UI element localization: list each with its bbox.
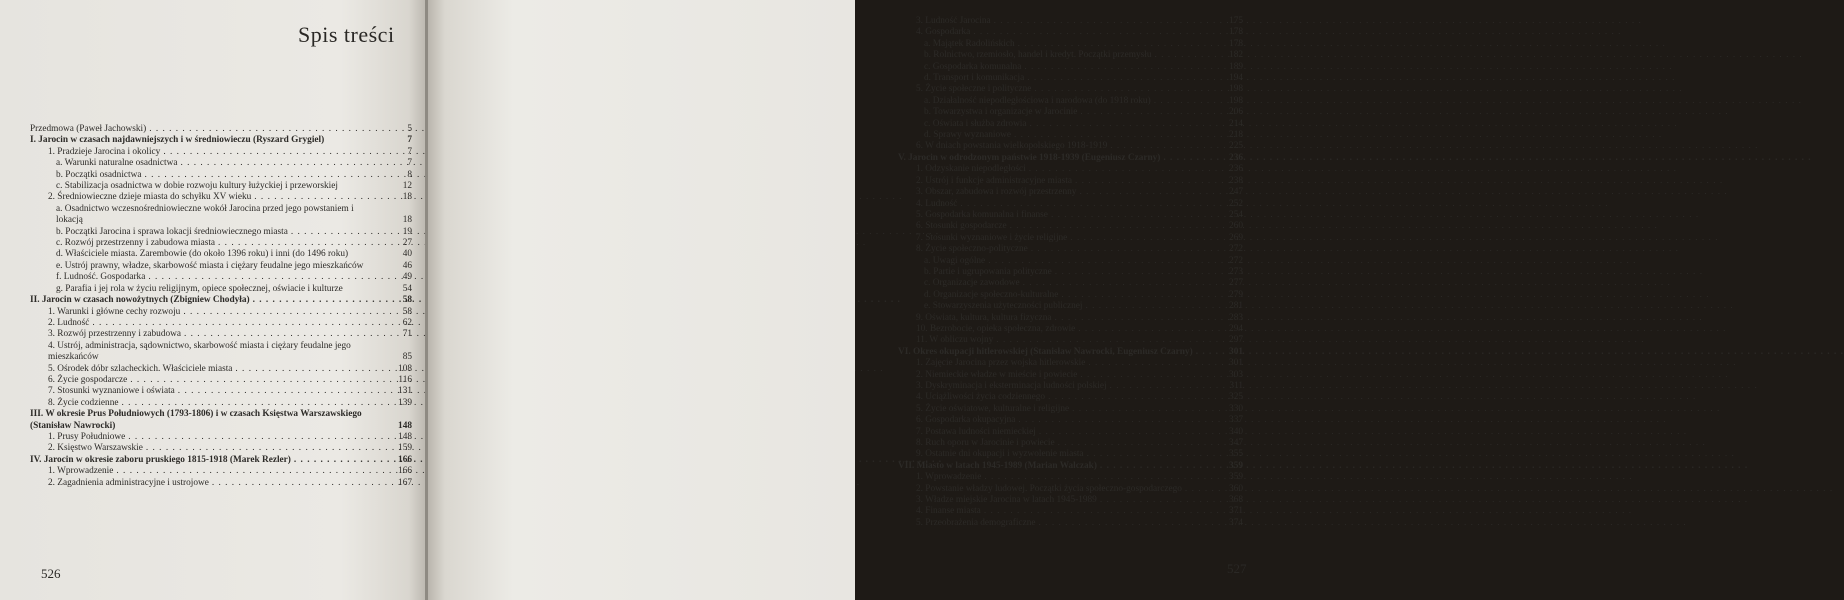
toc-entry xyxy=(898,415,1243,426)
toc-entry-title: e. Stowarzyszenia użyteczności publicznej xyxy=(924,301,1083,312)
toc-entry-page: 148 xyxy=(398,431,412,442)
dot-leader xyxy=(1154,50,1220,61)
toc-entry-page: 167 xyxy=(398,477,412,488)
dot-leader xyxy=(1196,347,1220,358)
toc-entry-page: 54 xyxy=(402,283,412,294)
dot-leader xyxy=(1055,313,1220,324)
toc-entry xyxy=(898,96,1243,107)
toc-entry-title: 4. Uciążliwości życia codziennego xyxy=(916,392,1046,403)
toc-entry-page: 301 xyxy=(1229,358,1243,369)
toc-entry-title: 6. Gospodarka okupacyjna xyxy=(916,415,1016,426)
toc-entry xyxy=(30,432,412,443)
page-number-right: 527 xyxy=(1227,561,1247,576)
toc-entry xyxy=(898,358,1243,369)
toc-entry-page: 277 xyxy=(1229,278,1243,289)
toc-entry xyxy=(30,478,412,489)
toc-entry xyxy=(898,449,1243,460)
toc-entry-page: 5 xyxy=(407,124,412,134)
toc-entry xyxy=(30,364,412,375)
toc-entry-page: 198 xyxy=(1229,84,1243,95)
toc-entry-page: 159 xyxy=(398,443,412,454)
toc-entry-title: f. Ludność. Gospodarka xyxy=(56,272,146,283)
toc-entry-page: 139 xyxy=(398,397,412,408)
toc-entry xyxy=(898,290,1243,301)
toc-entry-title: 5. Ośrodek dóbr szlacheckich. Właściciele miasta xyxy=(48,363,233,374)
toc-entry-title: b. Rolnictwo, rzemiosło, handel i kredyt. Początki przemysłu xyxy=(924,50,1152,61)
toc-entry xyxy=(898,16,1243,27)
left-page xyxy=(0,0,426,600)
dot-leader xyxy=(1051,210,1220,221)
toc-part-heading xyxy=(898,461,1243,472)
toc-entry xyxy=(30,170,412,181)
toc-entry-title: 5. Gospodarka komunalna i finanse xyxy=(916,209,1048,220)
toc-entry-page: 166 xyxy=(398,466,412,477)
toc-entry xyxy=(898,62,1243,73)
toc-entry xyxy=(30,272,412,283)
toc-entry-title: 3. Dyskryminacja i eksterminacja ludności polskiej xyxy=(916,381,1107,391)
toc-entry-title: 7. Stosunki wyznaniowe i oświata xyxy=(48,386,175,397)
toc-entry-title: 4. Ludność xyxy=(916,198,958,209)
toc-entry-page: 272 xyxy=(1229,244,1243,255)
toc-entry-title: 8. Życie społeczno-polityczne xyxy=(916,244,1028,255)
toc-entry xyxy=(898,381,1243,392)
dot-leader xyxy=(212,478,389,489)
toc-entry-page: 214 xyxy=(1229,118,1243,129)
toc-entry-title: 1. Odzyskanie niepodległości xyxy=(916,164,1026,175)
toc-entry xyxy=(898,278,1243,289)
toc-entry-page: 252 xyxy=(1229,198,1243,209)
toc-entry-title: VI. Okres okupacji hitlerowskiej (Stanisław Nawrocki, Eugeniusz Czarny) xyxy=(898,346,1193,357)
toc-entry-page: 272 xyxy=(1229,255,1243,266)
toc-entry-page: 294 xyxy=(1229,323,1243,334)
dot-leader xyxy=(1030,119,1221,130)
toc-entry-title: c. Stabilizacja osadnictwa w dobie rozwoju kultury łużyckiej i przeworskiej xyxy=(56,181,338,192)
toc-entry xyxy=(30,192,412,203)
toc-entry xyxy=(898,176,1243,187)
toc-entry-page: 49 xyxy=(402,272,412,283)
toc-entry-page: 225 xyxy=(1229,141,1243,152)
toc-entry-title: 2. Powstanie władzy ludowej. Początki życia społeczno-gospodarczego xyxy=(916,483,1182,494)
toc-entry-title: 6. Życie gospodarcze xyxy=(48,374,128,385)
toc-entry-page: 175 xyxy=(1229,16,1243,26)
toc-entry xyxy=(898,518,1243,529)
toc-entry-page: 340 xyxy=(1229,426,1243,437)
toc-entry xyxy=(30,227,412,238)
toc-entry xyxy=(898,187,1243,198)
dot-leader xyxy=(1100,495,1220,506)
dot-leader xyxy=(128,432,389,443)
toc-entry-page: 303 xyxy=(1229,369,1243,380)
toc-entry-page: 62 xyxy=(402,317,412,328)
toc-entry-page: 374 xyxy=(1229,517,1243,528)
dot-leader xyxy=(163,147,389,158)
dot-leader xyxy=(1029,164,1220,175)
dot-leader xyxy=(1079,187,1220,198)
dot-leader xyxy=(184,329,389,340)
toc-entry xyxy=(30,284,412,295)
toc-list-right xyxy=(898,16,1243,529)
toc-entry xyxy=(898,233,1243,244)
toc-entry-title: b. Początki Jarocina i sprawa lokacji średniowiecznego miasta xyxy=(56,226,288,237)
toc-entry xyxy=(30,147,412,158)
dot-leader xyxy=(1031,244,1220,255)
toc-entry-title: VII. Miasto w latach 1945-1989 (Marian Walczak) xyxy=(898,460,1097,471)
dot-leader xyxy=(130,375,389,386)
toc-entry-title: a. Majątek Radolińskich xyxy=(924,38,1015,49)
toc-entry-page: 198 xyxy=(1229,95,1243,106)
dot-leader xyxy=(1080,370,1220,381)
toc-entry-title: I. Jarocin w czasach najdawniejszych i w średniowieczu (Ryszard Grygiel) xyxy=(30,135,325,146)
page-number-left: 526 xyxy=(41,566,61,581)
dot-leader xyxy=(1014,130,1220,141)
toc-entry-title: 1. Zajęcie Jarocina przez wojska hitlerowskie xyxy=(916,358,1086,369)
toc-entry xyxy=(898,404,1243,415)
dot-leader xyxy=(1110,141,1220,152)
dot-leader xyxy=(92,318,389,329)
dot-leader xyxy=(1024,62,1220,73)
dot-leader xyxy=(149,124,389,135)
toc-entry xyxy=(898,427,1243,438)
toc-entry-page: 8 xyxy=(407,169,412,180)
toc-entry-title: a. Działalność niepodległościowa i narodowa (do 1918 roku) xyxy=(924,95,1151,106)
toc-entry-page: 108 xyxy=(398,363,412,374)
toc-entry-title: a. Osadnictwo wczesnośredniowieczne wokół Jarocina przed jego powstaniem i lokacją xyxy=(56,203,354,226)
toc-entry-title: 6. W dniach powstania wielkopolskiego 1918-1919 xyxy=(916,141,1108,152)
dot-leader xyxy=(254,192,389,203)
toc-entry-title: 3. Obszar, zabudowa i rozwój przestrzenny xyxy=(916,187,1077,198)
toc-entry-title: III. W okresie Prus Południowych (1793-1806) i w czasach Księstwa Warszawskiego (Stanisław Nawrocki) xyxy=(30,409,362,431)
toc-entry-title: 2. Ustrój i funkcje administracyjne miasta xyxy=(916,175,1072,186)
toc-entry-page: 46 xyxy=(402,260,412,271)
toc-entry-title: V. Jarocin w odrodzonym państwie 1918-1939 (Eugeniusz Czarny) xyxy=(898,152,1161,163)
toc-entry-title: Przedmowa (Paweł Jachowski) xyxy=(30,124,147,134)
toc-entry xyxy=(30,181,412,192)
toc-entry xyxy=(30,261,412,272)
toc-entry-page: 260 xyxy=(1229,221,1243,232)
toc-entry-page: 269 xyxy=(1229,232,1243,243)
toc-entry-title: 9. Oświata, kultura, kultura fizyczna xyxy=(916,312,1052,323)
toc-entry-page: 40 xyxy=(402,249,412,260)
toc-entry-title: g. Parafia i jej rola w życiu religijnym, opiece społecznej, oświacie i kulturze xyxy=(56,283,343,294)
toc-entry-page: 371 xyxy=(1229,506,1243,517)
dot-leader xyxy=(1100,461,1220,472)
toc-entry-page: 273 xyxy=(1229,266,1243,277)
toc-entry-title: 2. Ludność xyxy=(48,317,90,328)
toc-entry-page: 182 xyxy=(1229,50,1243,61)
toc-entry-page: 85 xyxy=(402,352,412,363)
toc-list-left xyxy=(30,124,412,489)
toc-entry-title: 5. Przeobrażenia demograficzne xyxy=(916,517,1036,528)
dot-leader xyxy=(1110,381,1220,392)
toc-entry xyxy=(30,329,412,340)
toc-entry-title: c. Oświata i służba zdrowia xyxy=(924,118,1027,129)
toc-entry-title: c. Gospodarka komunalna xyxy=(924,61,1022,72)
toc-entry xyxy=(898,392,1243,403)
toc-entry-page: 325 xyxy=(1229,392,1243,403)
dot-leader xyxy=(996,335,1220,346)
dot-leader xyxy=(1185,484,1220,495)
toc-entry-title: 9. Ostatnie dni okupacji i wyzwolenie miasta xyxy=(916,449,1084,460)
toc-entry-page: 27 xyxy=(402,238,412,249)
toc-entry xyxy=(898,210,1243,221)
toc-entry-title: 10. Bezrobocie, opieka społeczna, zdrowie xyxy=(916,323,1076,334)
toc-entry-page: 178 xyxy=(1229,38,1243,49)
toc-entry xyxy=(898,221,1243,232)
toc-entry xyxy=(898,141,1243,152)
dot-leader xyxy=(960,199,1220,210)
toc-entry-page: 247 xyxy=(1229,187,1243,198)
toc-entry-page: 359 xyxy=(1229,460,1243,471)
toc-entry-page: 206 xyxy=(1229,107,1243,118)
dot-leader xyxy=(1070,233,1220,244)
dot-leader xyxy=(1023,278,1220,289)
toc-entry xyxy=(898,50,1243,61)
toc-entry-title: 3. Władze miejskie Jarocina w latach 1945-1989 xyxy=(916,495,1097,506)
dot-leader xyxy=(1072,404,1220,415)
toc-entry xyxy=(898,256,1243,267)
dot-leader xyxy=(146,443,389,454)
toc-entry-title: 5. Życie oświatowe, kulturalne i religijne xyxy=(916,403,1070,414)
toc-entry xyxy=(30,124,412,135)
toc-entry-page: 297 xyxy=(1229,335,1243,346)
toc-entry-title: d. Transport i komunikacja xyxy=(924,73,1025,84)
toc-entry-title: 8. Życie codzienne xyxy=(48,397,119,408)
toc-entry-page: 18 xyxy=(402,215,412,226)
toc-entry xyxy=(898,39,1243,50)
toc-entry-title: c. Organizacje zawodowe xyxy=(924,278,1020,289)
toc-entry-page: 330 xyxy=(1229,403,1243,414)
dot-leader xyxy=(1087,449,1220,460)
dot-leader xyxy=(1055,267,1220,278)
toc-entry xyxy=(30,307,412,318)
toc-entry-title: d. Organizacje społeczno-kulturalne xyxy=(924,289,1059,300)
toc-entry xyxy=(30,204,412,227)
toc-entry-title: 1. Wprowadzenie xyxy=(48,466,114,477)
toc-entry-title: d. Sprawy wyznaniowe xyxy=(924,130,1012,141)
dot-leader xyxy=(235,364,389,375)
toc-entry-page: 337 xyxy=(1229,415,1243,426)
toc-part-heading xyxy=(898,153,1243,164)
toc-entry xyxy=(30,158,412,169)
toc-entry-title: c. Rozwój przestrzenny i zabudowa miasta xyxy=(56,238,216,249)
toc-entry-page: 283 xyxy=(1229,312,1243,323)
dot-leader xyxy=(1080,107,1220,118)
toc-part-heading xyxy=(30,295,412,306)
toc-entry-title: 11. W obliczu wojny xyxy=(916,335,994,346)
dot-leader xyxy=(1078,324,1220,335)
toc-entry xyxy=(898,495,1243,506)
dot-leader xyxy=(148,272,389,283)
toc-entry-title: a. Uwagi ogólne xyxy=(924,255,986,266)
toc-entry-page: 58 xyxy=(402,306,412,317)
toc-entry-page: 58 xyxy=(402,295,412,306)
dot-leader xyxy=(984,472,1220,483)
dot-leader xyxy=(988,256,1220,267)
toc-entry-page: 360 xyxy=(1229,483,1243,494)
toc-entry-title: 4. Ustrój, administracja, sądownictwo, skarbowość miasta i ciężary feudalne jego mieszkańców xyxy=(48,340,351,363)
toc-part-heading xyxy=(30,409,412,432)
dot-leader xyxy=(1010,221,1220,232)
toc-entry xyxy=(898,107,1243,118)
toc-entry xyxy=(898,506,1243,517)
toc-entry-page: 238 xyxy=(1229,175,1243,186)
toc-entry-page: 279 xyxy=(1229,289,1243,300)
toc-entry xyxy=(898,73,1243,84)
dot-leader xyxy=(1058,438,1220,449)
dot-leader xyxy=(180,158,389,169)
toc-entry xyxy=(30,466,412,477)
toc-part-heading xyxy=(30,135,412,146)
toc-entry xyxy=(898,130,1243,141)
toc-entry-page: 236 xyxy=(1229,152,1243,163)
toc-entry xyxy=(898,438,1243,449)
dot-leader xyxy=(1088,358,1220,369)
dot-leader xyxy=(121,398,389,409)
toc-entry-title: 7. Postawa ludności niemieckiej xyxy=(916,426,1036,437)
toc-part-heading xyxy=(898,347,1243,358)
toc-entry-title: d. Właściciele miasta. Zarembowie (do około 1396 roku) i inni (do 1496 roku) xyxy=(56,249,349,260)
toc-entry-title: 8. Ruch oporu w Jarocinie i powiecie xyxy=(916,438,1055,449)
toc-entry xyxy=(898,301,1243,312)
toc-entry-page: 166 xyxy=(398,454,412,465)
toc-entry-title: 1. Prusy Południowe xyxy=(48,431,126,442)
toc-entry xyxy=(898,370,1243,381)
toc-entry xyxy=(898,267,1243,278)
toc-entry-title: 5. Życie społeczne i polityczne xyxy=(916,84,1032,95)
dot-leader xyxy=(984,506,1220,517)
dot-leader xyxy=(253,295,389,306)
toc-entry xyxy=(898,313,1243,324)
toc-entry xyxy=(898,244,1243,255)
dot-leader xyxy=(144,170,389,181)
toc-entry-title: 2. Zagadnienia administracyjne i ustrojowe xyxy=(48,477,209,488)
toc-entry xyxy=(30,375,412,386)
toc-entry-title: e. Ustrój prawny, władze, skarbowość miasta i ciężary feudalne jego mieszkańców xyxy=(56,260,364,271)
toc-entry-title: 3. Ludność Jarocina xyxy=(916,16,991,26)
toc-entry-page: 194 xyxy=(1229,73,1243,84)
toc-entry-title: 2. Niemieckie władze w mieście i powiecie xyxy=(916,369,1078,380)
toc-entry xyxy=(30,238,412,249)
toc-entry-title: b. Partie i ugrupowania polityczne xyxy=(924,266,1052,277)
toc-entry-title: a. Warunki naturalne osadnictwa xyxy=(56,158,178,169)
toc-entry-page: 254 xyxy=(1229,209,1243,220)
toc-entry xyxy=(30,443,412,454)
toc-entry xyxy=(30,386,412,397)
dot-leader xyxy=(1039,427,1220,438)
toc-entry-page: 7 xyxy=(407,135,412,146)
toc-entry-page: 355 xyxy=(1229,449,1243,460)
dot-leader xyxy=(1018,39,1220,50)
toc-entry-page: 189 xyxy=(1229,61,1243,72)
toc-entry-page: 18 xyxy=(402,192,412,203)
dot-leader xyxy=(183,307,389,318)
dot-leader xyxy=(1061,290,1220,301)
toc-entry xyxy=(898,119,1243,130)
toc-entry-title: b. Towarzystwa i organizacje w Jarocinie xyxy=(924,107,1078,118)
toc-entry-page: 347 xyxy=(1229,438,1243,449)
dot-leader xyxy=(218,238,389,249)
dot-leader xyxy=(1086,301,1221,312)
toc-entry-title: 1. Warunki i główne cechy rozwoju xyxy=(48,306,181,317)
dot-leader xyxy=(1163,153,1220,164)
toc-entry-page: 148 xyxy=(398,420,412,431)
toc-entry-page: 218 xyxy=(1229,130,1243,141)
dot-leader xyxy=(1154,96,1220,107)
dot-leader xyxy=(1048,392,1220,403)
dot-leader xyxy=(1027,73,1220,84)
toc-entry-title: 3. Rozwój przestrzenny i zabudowa xyxy=(48,329,181,340)
toc-entry-page: 12 xyxy=(402,181,412,192)
toc-entry-title: 4. Gospodarka xyxy=(916,27,971,38)
toc-entry-page: 19 xyxy=(402,226,412,237)
toc-entry-page: 281 xyxy=(1229,301,1243,312)
toc-entry xyxy=(898,484,1243,495)
toc-entry xyxy=(898,84,1243,95)
toc-entry-title: II. Jarocin w czasach nowożytnych (Zbigniew Chodyła) xyxy=(30,295,250,306)
dot-leader xyxy=(973,27,1220,38)
toc-entry-title: 6. Stosunki gospodarcze xyxy=(916,221,1007,232)
toc-entry-page: 131 xyxy=(398,386,412,397)
toc-entry-title: 2. Księstwo Warszawskie xyxy=(48,443,143,454)
toc-entry-title: 2. Średniowieczne dzieje miasta do schyłku XV wieku xyxy=(48,192,252,203)
toc-part-heading xyxy=(30,455,412,466)
toc-entry xyxy=(30,249,412,260)
toc-entry xyxy=(30,318,412,329)
toc-entry-page: 236 xyxy=(1229,164,1243,175)
toc-entry-title: 1. Pradzieje Jarocina i okolicy xyxy=(48,146,161,157)
dot-leader xyxy=(1075,176,1220,187)
toc-entry-page: 311 xyxy=(1229,381,1243,391)
dot-leader xyxy=(1034,84,1220,95)
toc-entry-page: 116 xyxy=(398,374,412,385)
toc-entry xyxy=(30,398,412,409)
dot-leader xyxy=(291,227,389,238)
dot-leader xyxy=(178,386,389,397)
toc-entry-page: 71 xyxy=(402,329,412,340)
toc-entry-page: 359 xyxy=(1229,472,1243,483)
toc-entry-title: b. Początki osadnictwa xyxy=(56,169,142,180)
toc-entry xyxy=(898,199,1243,210)
toc-entry-page: 178 xyxy=(1229,27,1243,38)
dot-leader xyxy=(294,455,389,466)
toc-entry xyxy=(898,335,1243,346)
dot-leader xyxy=(1018,415,1220,426)
toc-entry xyxy=(30,341,412,364)
dot-leader xyxy=(116,466,389,477)
toc-entry-page: 368 xyxy=(1229,495,1243,506)
toc-entry xyxy=(898,472,1243,483)
toc-entry xyxy=(898,164,1243,175)
right-page xyxy=(428,0,1247,600)
toc-entry xyxy=(898,27,1243,38)
toc-entry-title: 4. Finanse miasta xyxy=(916,506,981,517)
page-title: Spis treści xyxy=(298,22,395,47)
toc-entry-page: 301 xyxy=(1229,346,1243,357)
toc-entry xyxy=(898,324,1243,335)
dot-leader xyxy=(994,16,1220,27)
toc-entry-page: 7 xyxy=(407,146,412,157)
toc-entry-title: 1. Wprowadzenie xyxy=(916,472,982,483)
dot-leader xyxy=(1039,518,1220,529)
toc-entry-title: IV. Jarocin w okresie zaboru pruskiego 1815-1918 (Marek Rezler) xyxy=(30,454,291,465)
toc-entry-title: 7. Stosunki wyznaniowe i życie religijne xyxy=(916,232,1068,243)
toc-entry-page: 7 xyxy=(407,158,412,169)
